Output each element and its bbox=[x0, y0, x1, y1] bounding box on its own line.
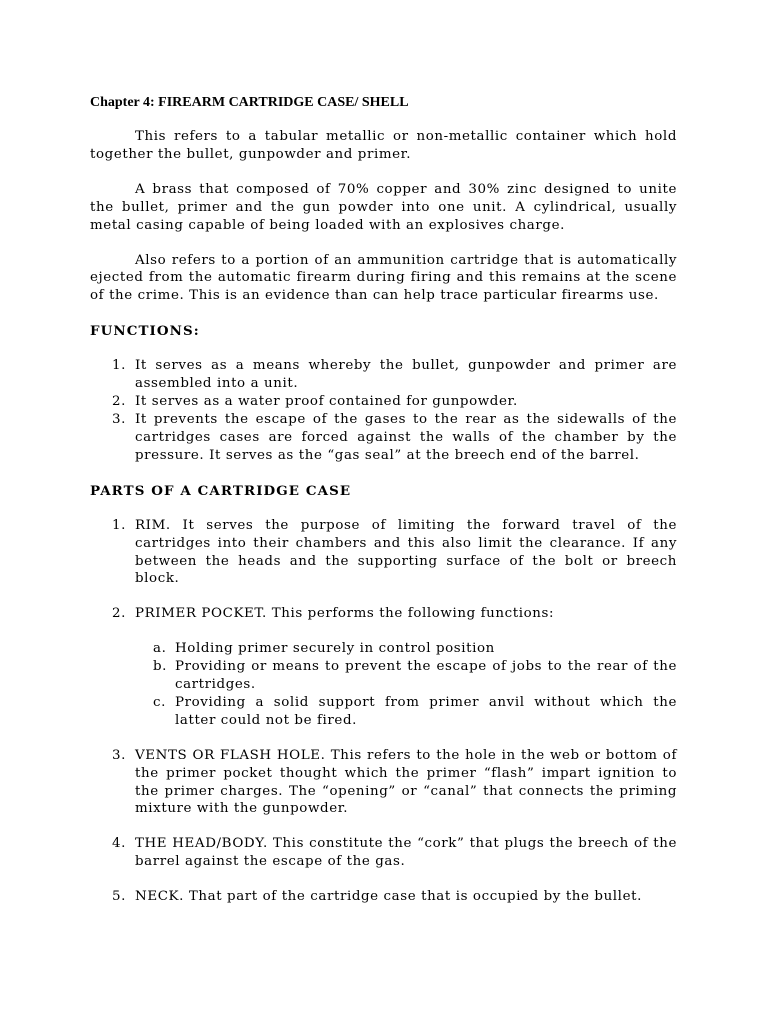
functions-list-item bbox=[90, 393, 677, 411]
functions-heading: FUNCTIONS: bbox=[90, 323, 200, 340]
sublist-item-text: Holding primer securely in control position bbox=[175, 641, 495, 657]
chapter-title: Chapter 4: FIREARM CARTRIDGE CASE/ SHELL bbox=[90, 95, 409, 110]
list-marker: 1. bbox=[112, 358, 126, 374]
list-marker: 2. bbox=[112, 606, 126, 622]
sublist-marker: c. bbox=[153, 694, 166, 710]
functions-list-item bbox=[90, 357, 677, 393]
list-marker: 3. bbox=[112, 411, 126, 427]
sublist-item-text: Providing a solid support from primer anvil without which the latter could not be fired. bbox=[175, 694, 677, 728]
list-marker: 2. bbox=[112, 394, 126, 410]
parts-list-item bbox=[90, 605, 677, 729]
sublist-item-text: Providing or means to prevent the escape of jobs to the rear of the cartridges. bbox=[175, 659, 677, 693]
sublist-marker: a. bbox=[153, 641, 167, 657]
list-item-text: PRIMER POCKET. This performs the following functions: bbox=[135, 606, 555, 622]
intro-paragraph: Also refers to a portion of an ammunition cartridge that is automatically ejected from the automatic firearm during firing and this remains at the scene of the crime. This is an evidence than can help trace particular firearms use. bbox=[90, 252, 677, 304]
list-marker: 4. bbox=[112, 836, 126, 852]
sublist-marker: b. bbox=[153, 659, 168, 675]
list-item-text: RIM. It serves the purpose of limiting the forward travel of the cartridges into their chambers and this also limit the clearance. If any between the heads and the supporting surface of the bolt or breech block. bbox=[135, 517, 677, 587]
list-item-text: THE HEAD/BODY. This constitute the “cork” that plugs the breech of the barrel against the escape of the gas. bbox=[135, 836, 677, 870]
parts-list-item bbox=[90, 888, 677, 906]
parts-heading: PARTS OF A CARTRIDGE CASE bbox=[90, 482, 352, 499]
document-page bbox=[90, 94, 677, 923]
functions-list bbox=[90, 357, 677, 464]
intro-paragraph: A brass that composed of 70% copper and 30% zinc designed to unite the bullet, primer and the gun powder into one unit. A cylindrical, usually metal casing capable of being loaded with an explosives charge. bbox=[90, 181, 677, 233]
parts-list-item bbox=[90, 517, 677, 589]
list-marker: 1. bbox=[112, 517, 126, 533]
primer-pocket-sublist bbox=[135, 640, 677, 730]
sublist-item bbox=[135, 658, 677, 694]
list-item-text: It serves as a water proof contained for gunpowder. bbox=[135, 394, 518, 410]
parts-list-item bbox=[90, 747, 677, 819]
list-item-text: VENTS OR FLASH HOLE. This refers to the hole in the web or bottom of the primer pocket thought which the primer “flash” impart ignition to the primer charges. The “opening” or “canal” that connects the priming mixture with the gunpowder. bbox=[135, 747, 677, 817]
sublist-item bbox=[135, 640, 677, 658]
functions-list-item bbox=[90, 411, 677, 465]
list-item-text: It prevents the escape of the gases to the rear as the sidewalls of the cartridges cases are forced against the walls of the chamber by the pressure. It serves as the “gas seal” at the breech end of the barrel. bbox=[135, 411, 677, 463]
list-item-text: It serves as a means whereby the bullet, gunpowder and primer are assembled into a unit. bbox=[135, 358, 677, 392]
list-item-text: NECK. That part of the cartridge case that is occupied by the bullet. bbox=[135, 889, 642, 905]
list-marker: 5. bbox=[112, 889, 126, 905]
parts-list bbox=[90, 517, 677, 906]
intro-paragraph: This refers to a tabular metallic or non-metallic container which hold together the bullet, gunpowder and primer. bbox=[90, 129, 677, 162]
parts-list-item bbox=[90, 835, 677, 871]
list-marker: 3. bbox=[112, 747, 126, 763]
sublist-item bbox=[135, 694, 677, 730]
